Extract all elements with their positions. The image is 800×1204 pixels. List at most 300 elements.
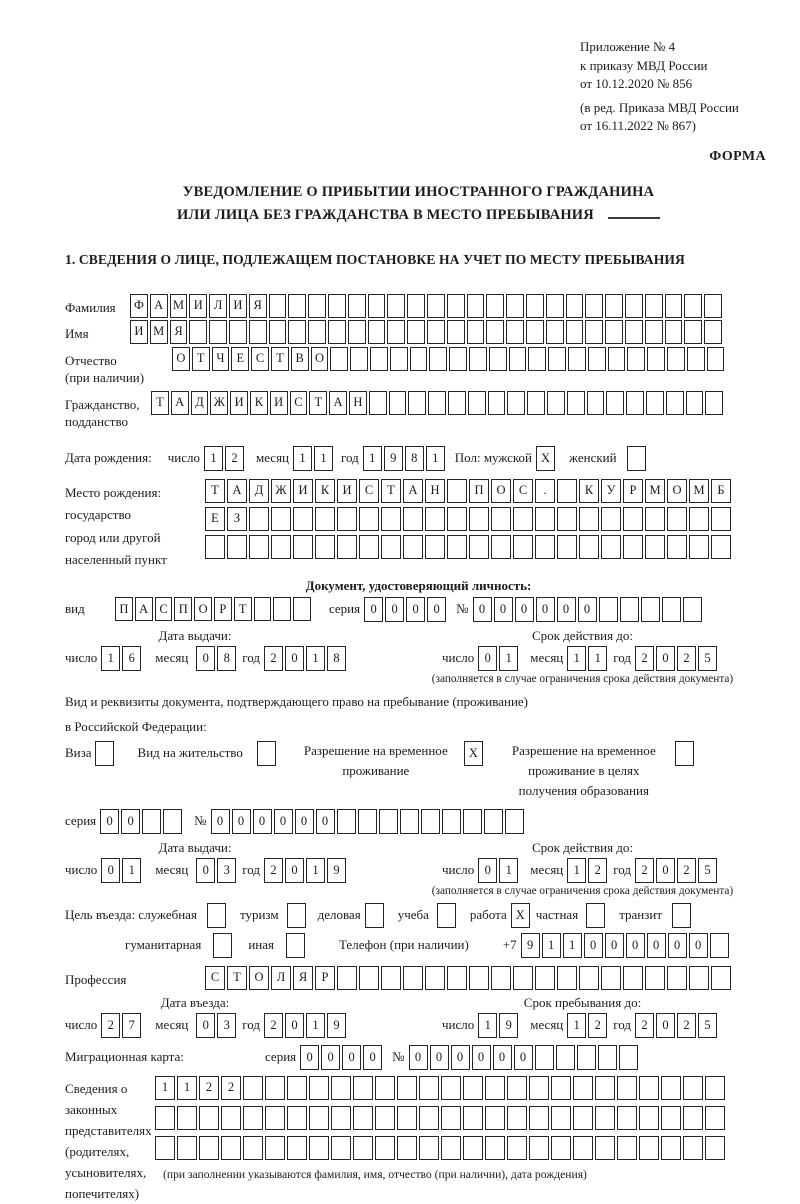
form-cell[interactable]: М (170, 294, 188, 318)
form-cell[interactable]: X (511, 903, 530, 928)
form-cell[interactable] (287, 1106, 307, 1130)
form-cell[interactable] (662, 597, 681, 622)
form-cell[interactable] (331, 1136, 351, 1160)
form-cell[interactable] (667, 347, 685, 371)
form-cell[interactable] (573, 1136, 593, 1160)
form-cell[interactable] (623, 507, 643, 531)
form-cell[interactable] (449, 347, 467, 371)
form-cell[interactable] (623, 535, 643, 559)
form-cell[interactable]: 3 (217, 858, 236, 883)
form-cell[interactable] (491, 507, 511, 531)
form-cell[interactable] (661, 1076, 681, 1100)
form-cell[interactable]: 2 (199, 1076, 219, 1100)
form-cell[interactable]: 1 (478, 1013, 497, 1038)
form-cell[interactable] (441, 1136, 461, 1160)
form-cell[interactable]: 3 (217, 1013, 236, 1038)
form-cell[interactable]: 0 (668, 933, 687, 958)
form-cell[interactable] (625, 320, 643, 344)
form-cell[interactable]: Н (349, 391, 367, 415)
form-cell[interactable] (221, 1106, 241, 1130)
form-cell[interactable] (337, 507, 357, 531)
form-cell[interactable] (381, 507, 401, 531)
form-cell[interactable]: А (135, 597, 153, 621)
form-cell[interactable]: 9 (327, 1013, 346, 1038)
form-cell[interactable] (704, 294, 722, 318)
form-cell[interactable] (419, 1076, 439, 1100)
form-cell[interactable] (337, 966, 357, 990)
form-cell[interactable] (365, 903, 384, 928)
form-cell[interactable]: X (464, 741, 483, 766)
form-cell[interactable]: 0 (321, 1045, 340, 1070)
form-cell[interactable]: Т (151, 391, 169, 415)
form-cell[interactable] (566, 294, 584, 318)
form-cell[interactable]: 0 (584, 933, 603, 958)
form-cell[interactable] (627, 347, 645, 371)
form-cell[interactable] (437, 903, 456, 928)
form-cell[interactable] (566, 320, 584, 344)
form-cell[interactable]: 0 (626, 933, 645, 958)
form-cell[interactable]: 2 (264, 858, 283, 883)
form-cell[interactable]: И (130, 320, 148, 344)
form-cell[interactable] (585, 320, 603, 344)
form-cell[interactable] (647, 347, 665, 371)
form-cell[interactable] (287, 1076, 307, 1100)
form-cell[interactable] (213, 933, 232, 958)
form-cell[interactable] (207, 903, 226, 928)
form-cell[interactable]: 0 (285, 858, 304, 883)
form-cell[interactable]: Л (209, 294, 227, 318)
form-cell[interactable]: 0 (100, 809, 119, 834)
form-cell[interactable]: 1 (563, 933, 582, 958)
form-cell[interactable]: 2 (635, 1013, 654, 1038)
form-cell[interactable]: 1 (155, 1076, 175, 1100)
form-cell[interactable] (557, 535, 577, 559)
form-cell[interactable]: 5 (698, 646, 717, 671)
form-cell[interactable] (381, 535, 401, 559)
form-cell[interactable] (704, 320, 722, 344)
form-cell[interactable] (447, 966, 467, 990)
form-cell[interactable]: И (189, 294, 207, 318)
form-cell[interactable] (585, 294, 603, 318)
form-cell[interactable] (507, 1076, 527, 1100)
form-cell[interactable] (397, 1076, 417, 1100)
form-cell[interactable]: Т (271, 347, 289, 371)
form-cell[interactable]: 0 (536, 597, 555, 622)
form-cell[interactable] (586, 903, 605, 928)
form-cell[interactable] (249, 507, 269, 531)
form-cell[interactable] (601, 507, 621, 531)
form-cell[interactable] (397, 1136, 417, 1160)
form-cell[interactable] (447, 507, 467, 531)
form-cell[interactable] (667, 507, 687, 531)
form-cell[interactable]: 2 (635, 858, 654, 883)
form-cell[interactable] (442, 809, 461, 834)
form-cell[interactable] (665, 294, 683, 318)
form-cell[interactable]: 0 (656, 1013, 675, 1038)
form-cell[interactable]: 0 (493, 1045, 512, 1070)
form-cell[interactable] (707, 347, 725, 371)
form-cell[interactable]: 2 (677, 858, 696, 883)
form-cell[interactable]: И (337, 479, 357, 503)
form-cell[interactable] (293, 535, 313, 559)
form-cell[interactable]: С (205, 966, 225, 990)
form-cell[interactable]: 2 (221, 1076, 241, 1100)
form-cell[interactable] (447, 479, 467, 503)
form-cell[interactable] (209, 320, 227, 344)
form-cell[interactable] (293, 507, 313, 531)
form-cell[interactable]: 0 (605, 933, 624, 958)
form-cell[interactable] (288, 294, 306, 318)
form-cell[interactable] (684, 320, 702, 344)
form-cell[interactable]: 0 (211, 809, 230, 834)
form-cell[interactable] (513, 535, 533, 559)
form-cell[interactable]: С (251, 347, 269, 371)
form-cell[interactable]: 0 (578, 597, 597, 622)
form-cell[interactable]: 0 (515, 597, 534, 622)
form-cell[interactable]: 0 (656, 858, 675, 883)
form-cell[interactable]: 1 (426, 446, 445, 471)
form-cell[interactable] (557, 479, 577, 503)
form-cell[interactable] (269, 294, 287, 318)
form-cell[interactable] (359, 535, 379, 559)
form-cell[interactable] (419, 1106, 439, 1130)
form-cell[interactable] (369, 391, 387, 415)
form-cell[interactable] (428, 391, 446, 415)
form-cell[interactable]: О (311, 347, 329, 371)
form-cell[interactable]: С (155, 597, 173, 621)
form-cell[interactable] (617, 1106, 637, 1130)
form-cell[interactable]: Я (293, 966, 313, 990)
form-cell[interactable] (441, 1106, 461, 1130)
form-cell[interactable]: 2 (677, 1013, 696, 1038)
form-cell[interactable] (309, 1136, 329, 1160)
form-cell[interactable] (350, 347, 368, 371)
form-cell[interactable] (507, 391, 525, 415)
form-cell[interactable]: Д (249, 479, 269, 503)
form-cell[interactable] (419, 1136, 439, 1160)
form-cell[interactable] (288, 320, 306, 344)
form-cell[interactable]: 1 (499, 646, 518, 671)
form-cell[interactable] (265, 1076, 285, 1100)
form-cell[interactable] (705, 1136, 725, 1160)
form-cell[interactable] (645, 966, 665, 990)
form-cell[interactable] (546, 320, 564, 344)
form-cell[interactable] (368, 294, 386, 318)
form-cell[interactable]: 0 (409, 1045, 428, 1070)
form-cell[interactable] (269, 320, 287, 344)
form-cell[interactable] (221, 1136, 241, 1160)
form-cell[interactable] (683, 597, 702, 622)
form-cell[interactable] (463, 1136, 483, 1160)
form-cell[interactable]: С (359, 479, 379, 503)
form-cell[interactable] (328, 320, 346, 344)
form-cell[interactable] (484, 809, 503, 834)
form-cell[interactable]: 1 (306, 1013, 325, 1038)
form-cell[interactable] (468, 391, 486, 415)
form-cell[interactable]: О (491, 479, 511, 503)
form-cell[interactable]: 2 (677, 646, 696, 671)
form-cell[interactable]: С (513, 479, 533, 503)
form-cell[interactable]: Ж (210, 391, 228, 415)
form-cell[interactable] (645, 294, 663, 318)
form-cell[interactable] (488, 391, 506, 415)
form-cell[interactable] (485, 1076, 505, 1100)
form-cell[interactable] (689, 507, 709, 531)
form-cell[interactable]: 1 (567, 858, 586, 883)
form-cell[interactable]: 1 (314, 446, 333, 471)
form-cell[interactable] (403, 966, 423, 990)
form-cell[interactable] (710, 933, 729, 958)
form-cell[interactable]: 1 (567, 646, 586, 671)
form-cell[interactable] (507, 1106, 527, 1130)
form-cell[interactable]: 0 (430, 1045, 449, 1070)
form-cell[interactable] (287, 903, 306, 928)
form-cell[interactable] (617, 1076, 637, 1100)
form-cell[interactable] (568, 347, 586, 371)
form-cell[interactable] (389, 391, 407, 415)
form-cell[interactable]: 2 (101, 1013, 120, 1038)
form-cell[interactable]: 1 (363, 446, 382, 471)
form-cell[interactable]: 9 (499, 1013, 518, 1038)
form-cell[interactable] (375, 1106, 395, 1130)
form-cell[interactable]: З (227, 507, 247, 531)
form-cell[interactable]: В (291, 347, 309, 371)
form-cell[interactable] (491, 535, 511, 559)
form-cell[interactable]: 0 (121, 809, 140, 834)
form-cell[interactable] (271, 535, 291, 559)
form-cell[interactable] (469, 507, 489, 531)
form-cell[interactable] (370, 347, 388, 371)
form-cell[interactable] (387, 294, 405, 318)
form-cell[interactable] (308, 294, 326, 318)
form-cell[interactable]: Т (192, 347, 210, 371)
form-cell[interactable]: Ф (130, 294, 148, 318)
form-cell[interactable]: Б (711, 479, 731, 503)
form-cell[interactable]: 2 (225, 446, 244, 471)
form-cell[interactable] (675, 741, 694, 766)
form-cell[interactable] (551, 1076, 571, 1100)
form-cell[interactable]: О (249, 966, 269, 990)
form-cell[interactable] (683, 1136, 703, 1160)
form-cell[interactable]: А (329, 391, 347, 415)
form-cell[interactable] (535, 535, 555, 559)
form-cell[interactable] (337, 809, 356, 834)
form-cell[interactable]: Т (381, 479, 401, 503)
form-cell[interactable] (666, 391, 684, 415)
form-cell[interactable]: 0 (101, 858, 120, 883)
form-cell[interactable] (359, 507, 379, 531)
form-cell[interactable]: 2 (264, 1013, 283, 1038)
form-cell[interactable] (447, 294, 465, 318)
form-cell[interactable] (579, 535, 599, 559)
form-cell[interactable]: Р (214, 597, 232, 621)
form-cell[interactable] (579, 966, 599, 990)
form-cell[interactable] (425, 507, 445, 531)
form-cell[interactable] (557, 507, 577, 531)
form-cell[interactable] (227, 535, 247, 559)
form-cell[interactable]: 0 (363, 1045, 382, 1070)
form-cell[interactable]: 0 (451, 1045, 470, 1070)
form-cell[interactable] (199, 1106, 219, 1130)
form-cell[interactable] (535, 507, 555, 531)
form-cell[interactable] (331, 1106, 351, 1130)
form-cell[interactable] (429, 347, 447, 371)
form-cell[interactable] (337, 535, 357, 559)
form-cell[interactable] (606, 391, 624, 415)
form-cell[interactable]: 1 (293, 446, 312, 471)
form-cell[interactable] (667, 535, 687, 559)
form-cell[interactable]: 7 (122, 1013, 141, 1038)
form-cell[interactable]: 0 (557, 597, 576, 622)
form-cell[interactable] (513, 966, 533, 990)
form-cell[interactable] (526, 294, 544, 318)
form-cell[interactable] (595, 1076, 615, 1100)
form-cell[interactable] (687, 347, 705, 371)
form-cell[interactable]: 0 (494, 597, 513, 622)
form-cell[interactable]: П (115, 597, 133, 621)
form-cell[interactable]: 9 (521, 933, 540, 958)
form-cell[interactable] (229, 320, 247, 344)
form-cell[interactable] (577, 1045, 596, 1070)
form-cell[interactable]: И (229, 294, 247, 318)
form-cell[interactable] (619, 1045, 638, 1070)
form-cell[interactable]: 0 (656, 646, 675, 671)
form-cell[interactable] (505, 809, 524, 834)
form-cell[interactable]: 0 (689, 933, 708, 958)
form-cell[interactable]: 8 (217, 646, 236, 671)
form-cell[interactable]: 1 (306, 646, 325, 671)
form-cell[interactable] (705, 1106, 725, 1130)
form-cell[interactable] (467, 294, 485, 318)
form-cell[interactable]: М (689, 479, 709, 503)
form-cell[interactable]: Е (231, 347, 249, 371)
form-cell[interactable] (595, 1136, 615, 1160)
form-cell[interactable]: 1 (542, 933, 561, 958)
form-cell[interactable] (257, 741, 276, 766)
form-cell[interactable] (567, 391, 585, 415)
form-cell[interactable]: 1 (567, 1013, 586, 1038)
form-cell[interactable] (711, 966, 731, 990)
form-cell[interactable]: 1 (177, 1076, 197, 1100)
form-cell[interactable]: А (171, 391, 189, 415)
form-cell[interactable]: 0 (472, 1045, 491, 1070)
form-cell[interactable] (407, 294, 425, 318)
form-cell[interactable] (155, 1136, 175, 1160)
form-cell[interactable] (287, 1136, 307, 1160)
form-cell[interactable] (309, 1076, 329, 1100)
form-cell[interactable] (598, 1045, 617, 1070)
form-cell[interactable]: К (315, 479, 335, 503)
form-cell[interactable] (421, 809, 440, 834)
form-cell[interactable]: 0 (232, 809, 251, 834)
form-cell[interactable]: 0 (300, 1045, 319, 1070)
form-cell[interactable] (469, 347, 487, 371)
form-cell[interactable] (705, 1076, 725, 1100)
form-cell[interactable] (408, 391, 426, 415)
form-cell[interactable] (400, 809, 419, 834)
form-cell[interactable] (348, 294, 366, 318)
form-cell[interactable] (410, 347, 428, 371)
form-cell[interactable]: Я (170, 320, 188, 344)
form-cell[interactable]: 0 (196, 646, 215, 671)
form-cell[interactable]: М (645, 479, 665, 503)
form-cell[interactable] (548, 347, 566, 371)
form-cell[interactable] (711, 507, 731, 531)
form-cell[interactable]: 0 (316, 809, 335, 834)
form-cell[interactable] (513, 507, 533, 531)
form-cell[interactable]: 0 (285, 646, 304, 671)
form-cell[interactable] (491, 966, 511, 990)
form-cell[interactable]: Т (309, 391, 327, 415)
form-cell[interactable] (353, 1136, 373, 1160)
form-cell[interactable] (645, 320, 663, 344)
form-cell[interactable]: 0 (295, 809, 314, 834)
form-cell[interactable]: 1 (101, 646, 120, 671)
form-cell[interactable]: . (535, 479, 555, 503)
form-cell[interactable] (265, 1136, 285, 1160)
form-cell[interactable] (551, 1106, 571, 1130)
form-cell[interactable]: И (230, 391, 248, 415)
form-cell[interactable] (447, 320, 465, 344)
form-cell[interactable] (359, 966, 379, 990)
form-cell[interactable] (661, 1106, 681, 1130)
form-cell[interactable]: 0 (514, 1045, 533, 1070)
form-cell[interactable] (547, 391, 565, 415)
form-cell[interactable] (469, 535, 489, 559)
form-cell[interactable] (243, 1106, 263, 1130)
form-cell[interactable] (617, 1136, 637, 1160)
form-cell[interactable] (605, 294, 623, 318)
form-cell[interactable] (689, 535, 709, 559)
form-cell[interactable] (627, 446, 646, 471)
form-cell[interactable] (588, 347, 606, 371)
form-cell[interactable] (308, 320, 326, 344)
form-cell[interactable] (486, 294, 504, 318)
form-cell[interactable]: К (579, 479, 599, 503)
form-cell[interactable]: 1 (306, 858, 325, 883)
form-cell[interactable] (661, 1136, 681, 1160)
form-cell[interactable] (177, 1136, 197, 1160)
form-cell[interactable]: О (172, 347, 190, 371)
form-cell[interactable] (397, 1106, 417, 1130)
form-cell[interactable]: 1 (122, 858, 141, 883)
form-cell[interactable] (425, 535, 445, 559)
form-cell[interactable] (672, 903, 691, 928)
form-cell[interactable] (358, 809, 377, 834)
form-cell[interactable] (425, 966, 445, 990)
form-cell[interactable]: 0 (196, 1013, 215, 1038)
form-cell[interactable] (315, 535, 335, 559)
form-cell[interactable] (667, 966, 687, 990)
form-cell[interactable] (535, 966, 555, 990)
form-cell[interactable] (177, 1106, 197, 1130)
form-cell[interactable] (155, 1106, 175, 1130)
form-cell[interactable] (509, 347, 527, 371)
form-cell[interactable] (286, 933, 305, 958)
form-cell[interactable]: Н (425, 479, 445, 503)
form-cell[interactable] (447, 535, 467, 559)
form-cell[interactable] (189, 320, 207, 344)
form-cell[interactable]: О (667, 479, 687, 503)
form-cell[interactable] (587, 391, 605, 415)
form-cell[interactable] (315, 507, 335, 531)
form-cell[interactable] (273, 597, 291, 621)
form-cell[interactable]: И (293, 479, 313, 503)
form-cell[interactable]: Р (623, 479, 643, 503)
form-cell[interactable] (463, 809, 482, 834)
form-cell[interactable]: Т (227, 966, 247, 990)
form-cell[interactable] (469, 966, 489, 990)
